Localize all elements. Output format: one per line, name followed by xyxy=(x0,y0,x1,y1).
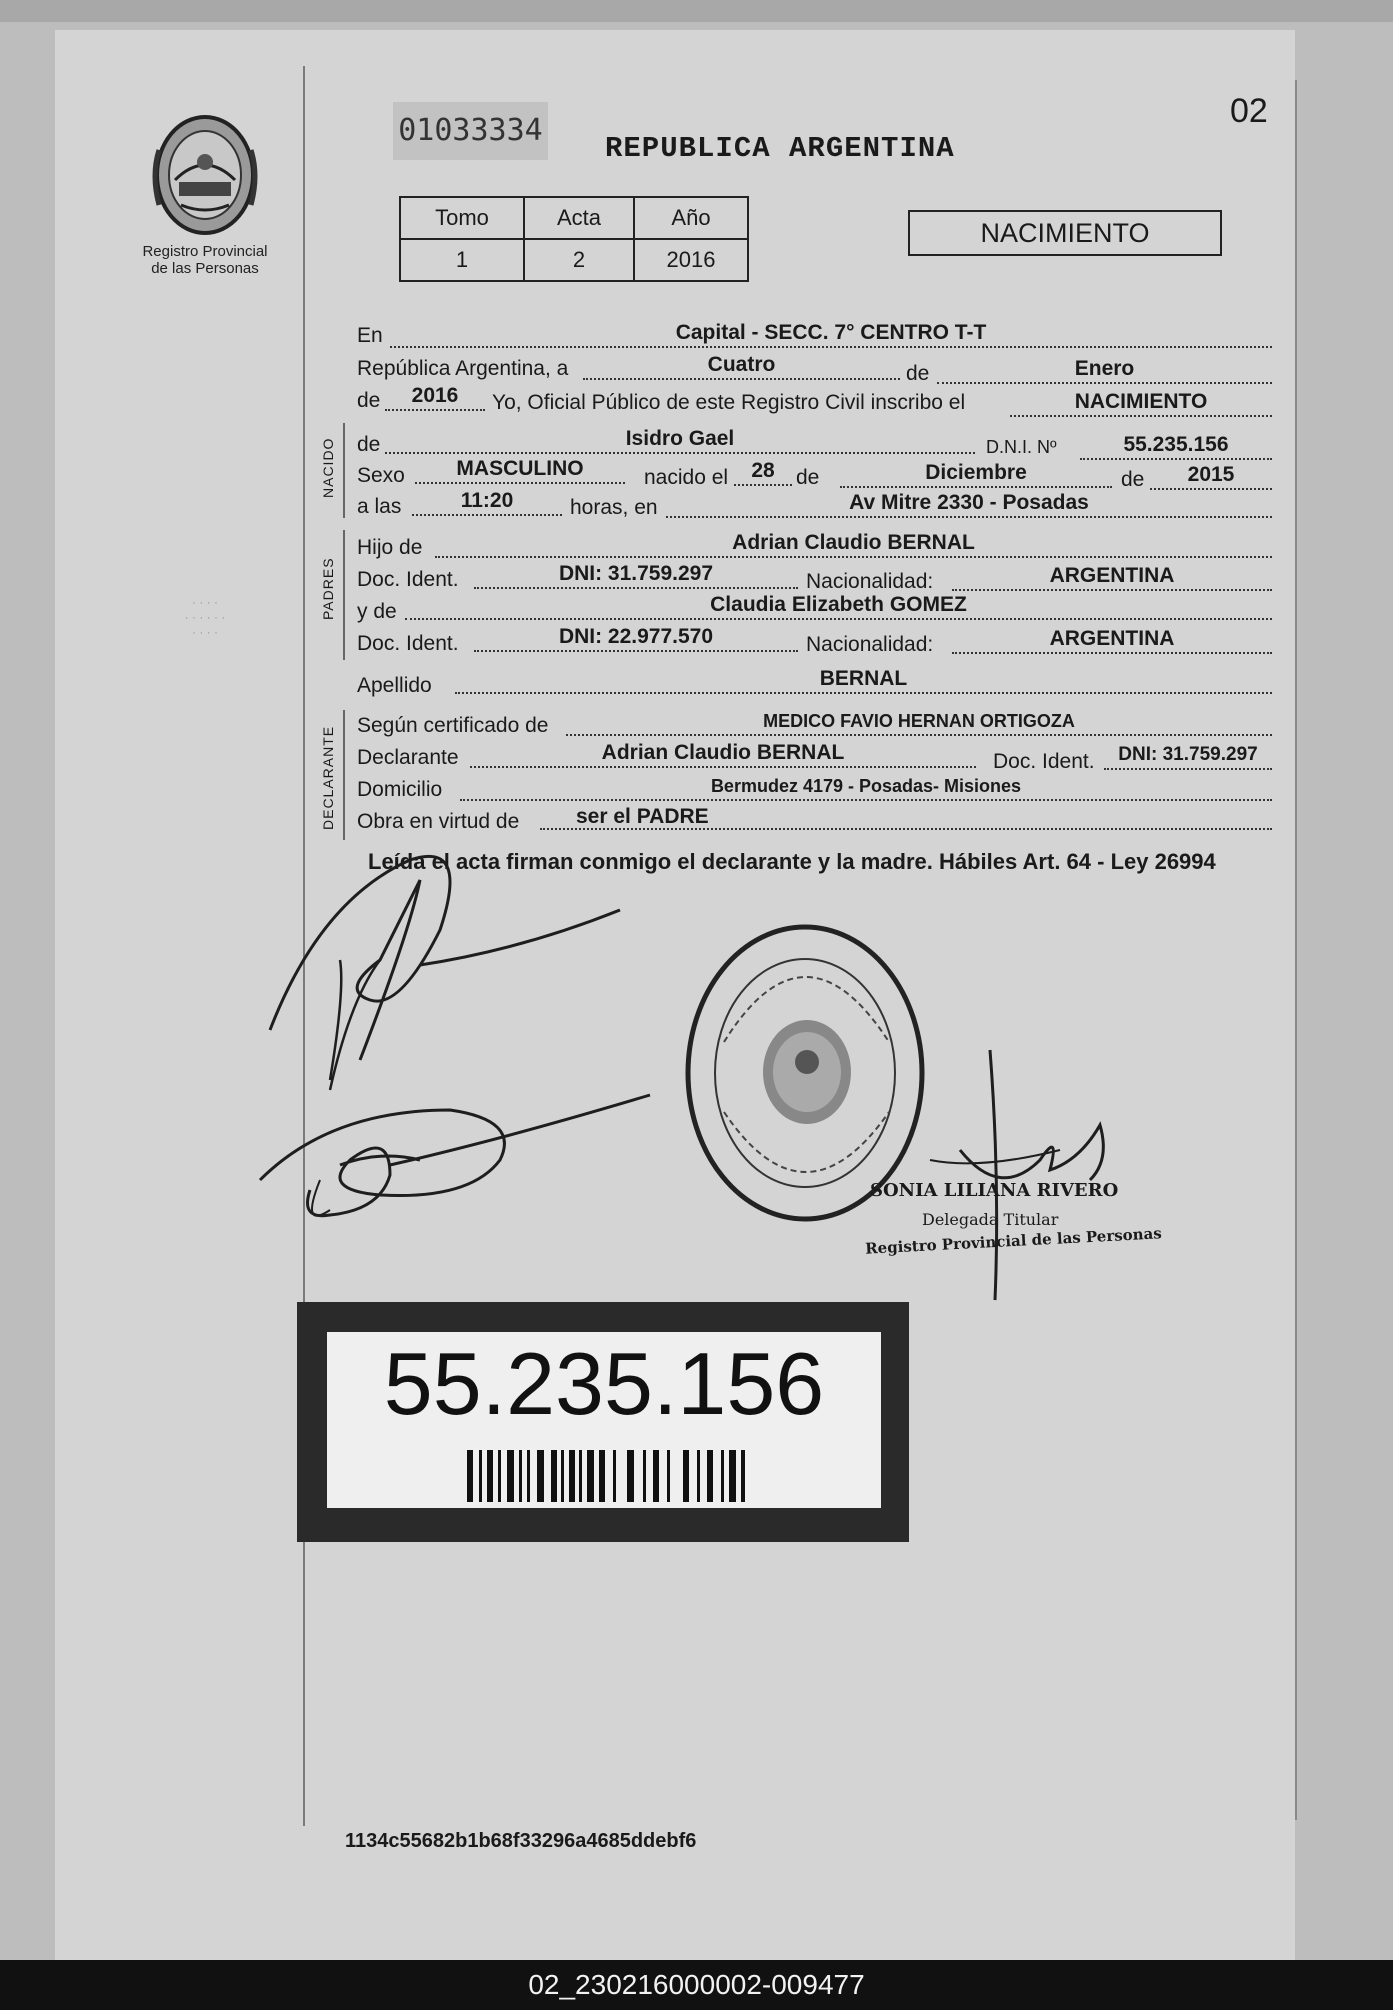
horas-label: horas, en xyxy=(570,496,658,519)
year-value: 2016 xyxy=(385,383,485,411)
sexo-value: MASCULINO xyxy=(415,456,625,484)
month-value: Enero xyxy=(937,356,1272,384)
faint-bleedthrough: · · · · · · · · · · · · · · xyxy=(184,595,226,639)
place-value: Capital - SECC. 7° CENTRO T-T xyxy=(390,320,1272,348)
serial-number: 01033334 xyxy=(393,102,548,160)
province-seal-icon xyxy=(145,110,265,240)
nacido-de-label: de xyxy=(357,433,381,456)
domicilio-label: Domicilio xyxy=(357,778,443,801)
document-title: REPUBLICA ARGENTINA xyxy=(605,132,955,165)
birth-month: Diciembre xyxy=(840,460,1112,488)
sexo-label: Sexo xyxy=(357,464,405,487)
child-dni: 55.235.156 xyxy=(1080,432,1272,460)
officer-organization: Registro Provincial de las Personas xyxy=(864,1224,1163,1258)
left-margin-rule xyxy=(303,66,305,1826)
footer-bar xyxy=(0,1960,1393,2010)
dni-tag-inner xyxy=(327,1332,881,1508)
value-ano: 2016 xyxy=(634,239,748,281)
mother-doc: DNI: 22.977.570 xyxy=(474,624,798,652)
obra-label: Obra en virtud de xyxy=(357,810,520,833)
footer-id: 02_230216000002-009477 xyxy=(528,1969,865,2000)
declarante-section-label: DECLARANTE xyxy=(320,725,336,830)
de-label-2: de xyxy=(357,389,381,412)
de-label-1: de xyxy=(906,362,930,385)
father-nat-label: Nacionalidad: xyxy=(806,570,934,593)
value-acta: 2 xyxy=(524,239,634,281)
declarante-label: Declarante xyxy=(357,746,459,769)
record-table xyxy=(399,196,749,282)
padres-section-label: PADRES xyxy=(320,557,336,620)
nacido-section-label: NACIDO xyxy=(320,437,336,498)
child-name: Isidro Gael xyxy=(385,426,975,454)
registry-caption-line1: Registro Provincial xyxy=(142,243,268,260)
declarante-doc-label: Doc. Ident. xyxy=(993,750,1095,773)
header-acta: Acta xyxy=(524,197,634,239)
apellido-label: Apellido xyxy=(357,674,432,697)
alas-label: a las xyxy=(357,495,402,518)
father-doc: DNI: 31.759.297 xyxy=(474,561,798,589)
father-name: Adrian Claudio BERNAL xyxy=(435,530,1272,558)
birth-time: 11:20 xyxy=(412,488,562,516)
scan-top-edge xyxy=(0,0,1393,22)
mother-doc-label: Doc. Ident. xyxy=(357,632,459,655)
birth-year: 2015 xyxy=(1150,462,1272,490)
certificate-value: MEDICO FAVIO HERNAN ORTIGOZA xyxy=(566,708,1272,736)
day-value: Cuatro xyxy=(583,352,900,380)
nacido-bracket xyxy=(343,423,345,518)
act-value: NACIMIENTO xyxy=(1010,389,1272,417)
registry-caption xyxy=(120,243,290,277)
legal-statement: Leída el acta firman conmigo el declarante y la madre. Hábiles Art. 64 - Ley 26994 xyxy=(368,849,1216,874)
header-tomo: Tomo xyxy=(400,197,524,239)
domicilio-value: Bermudez 4179 - Posadas- Misiones xyxy=(460,773,1272,801)
official-stamp-icon xyxy=(684,922,926,1224)
right-margin-rule xyxy=(1295,80,1297,1820)
mother-nat-label: Nacionalidad: xyxy=(806,633,934,656)
declarante-bracket xyxy=(343,710,345,840)
record-type-box: NACIMIENTO xyxy=(908,210,1222,256)
officer-name: SONIA LILIANA RIVERO xyxy=(870,1180,1119,1201)
header-ano: Año xyxy=(634,197,748,239)
nacido-el-label: nacido el xyxy=(644,466,729,489)
father-nationality: ARGENTINA xyxy=(952,563,1272,591)
document-hash: 1134c55682b1b68f33296a4685ddebf6 xyxy=(345,1830,697,1852)
declarante-doc: DNI: 31.759.297 xyxy=(1104,742,1272,770)
dni-tag-number: 55.235.156 xyxy=(383,1334,825,1433)
mother-name: Claudia Elizabeth GOMEZ xyxy=(405,592,1272,620)
en-label: En xyxy=(357,324,383,347)
record-table-header-row xyxy=(400,197,748,239)
yo-text: Yo, Oficial Público de este Registro Civil inscribo el xyxy=(492,391,966,414)
dni-label: D.N.I. Nº xyxy=(986,437,1057,457)
mother-nationality: ARGENTINA xyxy=(952,626,1272,654)
padres-bracket xyxy=(343,530,345,660)
apellido-value: BERNAL xyxy=(455,666,1272,694)
registry-caption-line2: de las Personas xyxy=(151,260,259,277)
barcode-icon xyxy=(467,1450,747,1502)
declarante-name: Adrian Claudio BERNAL xyxy=(470,740,976,768)
segun-label: Según certificado de xyxy=(357,714,549,737)
page-number: 02 xyxy=(1230,92,1268,130)
nacido-de-label-3: de xyxy=(1121,468,1145,491)
value-tomo: 1 xyxy=(400,239,524,281)
hijo-de-label: Hijo de xyxy=(357,536,423,559)
officer-role: Delegada Titular xyxy=(922,1210,1059,1229)
obra-value: ser el PADRE xyxy=(540,804,1272,830)
birth-place: Av Mitre 2330 - Posadas xyxy=(666,490,1272,518)
father-doc-label: Doc. Ident. xyxy=(357,568,459,591)
birth-day: 28 xyxy=(734,458,792,486)
dni-tag xyxy=(297,1302,909,1542)
y-de-label: y de xyxy=(357,600,397,623)
nacido-de-label-2: de xyxy=(796,466,820,489)
republica-label: República Argentina, a xyxy=(357,357,569,380)
record-table-value-row xyxy=(400,239,748,281)
